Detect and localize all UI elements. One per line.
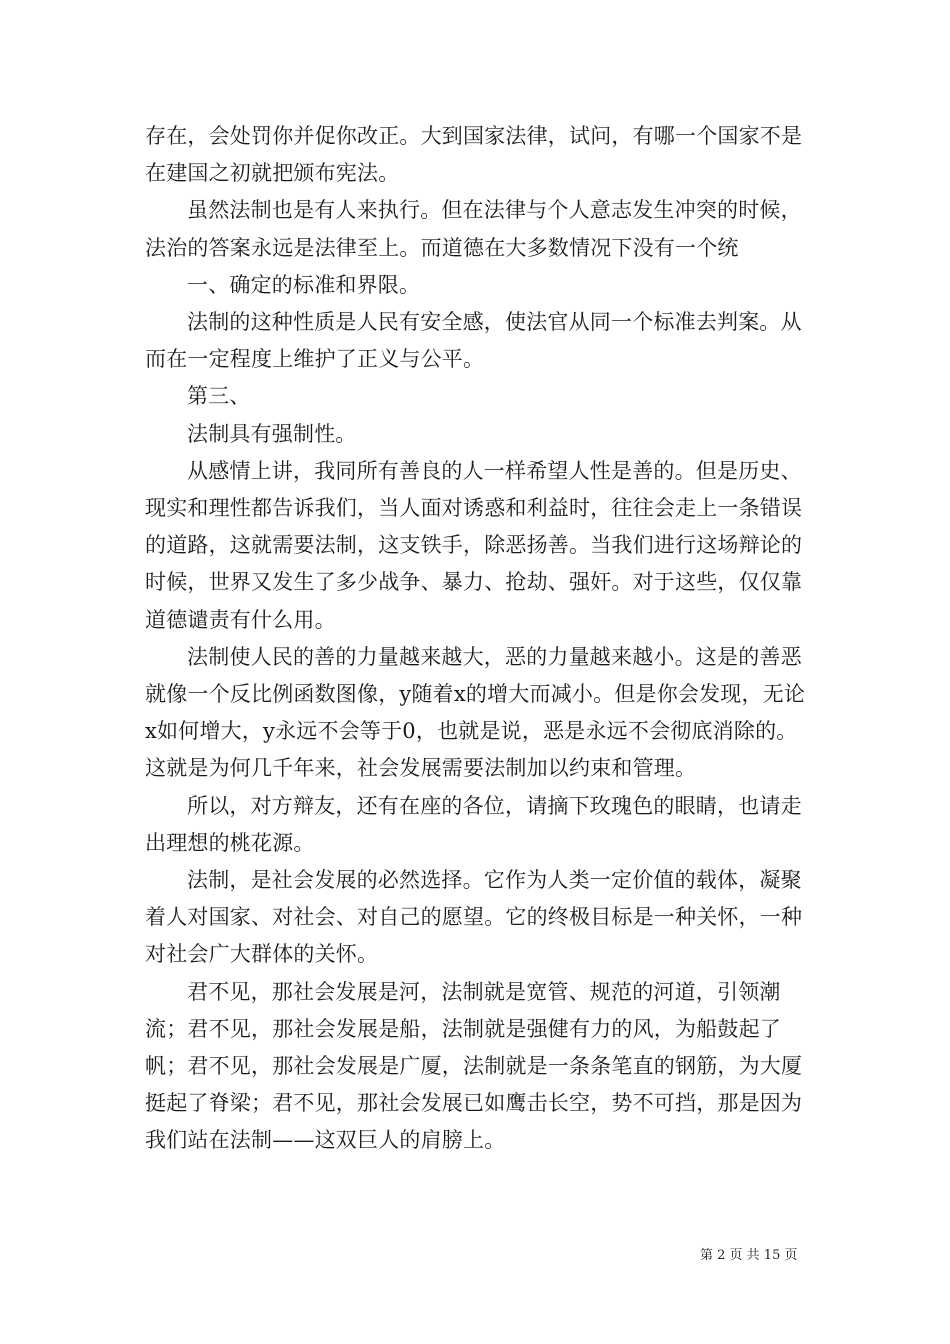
- paragraph-8: 法制使人民的善的力量越来越大，恶的力量越来越小。这是的善恶就像一个反比例函数图像，y随着x的增大而减小。但是你会发现，无论x如何增大，y永远不会等于0，也就是说，恶是永远不会彻底消除的。这就是为何几千年来，社会发展需要法制加以约束和管理。: [145, 644, 806, 781]
- paragraph-11: 君不见，那社会发展是河，法制就是宽管、规范的河道，引领潮流；君不见，那社会发展是船，法制就是强健有力的风，为船鼓起了帆；君不见，那社会发展是广厦，法制就是一条条笔直的钢筋，为大厦挺起了脊梁；君不见，那社会发展已如鹰击长空，势不可挡，那是因为我们站在法制——这双巨人的肩膀上。: [145, 979, 803, 1153]
- paragraph-2: 虽然法制也是有人来执行。但在法律与个人意志发生冲突的时候，法治的答案永远是法律至上。而道德在大多数情况下没有一个统: [145, 198, 802, 260]
- page-number-footer: 第 2 页 共 15 页: [700, 1248, 798, 1263]
- paragraph-7: 从感情上讲，我同所有善良的人一样希望人性是善的。但是历史、现实和理性都告诉我们，当人面对诱惑和利益时，往往会走上一条错误的道路，这就需要法制，这支铁手，除恶扬善。当我们进行这场辩论的时候，世界又发生了多少战争、暴力、抢劫、强奸。对于这些，仅仅靠道德谴责有什么用。: [145, 458, 803, 632]
- paragraph-10: 法制，是社会发展的必然选择。它作为人类一定价值的载体，凝聚着人对国家、对社会、对自己的愿望。它的终极目标是一种关怀，一种对社会广大群体的关怀。: [145, 868, 803, 967]
- document-body: [145, 118, 815, 1160]
- paragraph-6: 法制具有强制性。: [187, 421, 357, 446]
- paragraph-4: 法制的这种性质是人民有安全感，使法官从同一个标准去判案。从而在一定程度上维护了正义与公平。: [145, 310, 802, 372]
- paragraph-9: 所以，对方辩友，还有在座的各位，请摘下玫瑰色的眼睛，也请走出理想的桃花源。: [145, 793, 802, 855]
- paragraph-1: 存在，会处罚你并促你改正。大到国家法律，试问，有哪一个国家不是在建国之初就把颁布宪法。: [145, 124, 803, 186]
- paragraph-3: 一、确定的标准和界限。: [187, 272, 421, 297]
- paragraph-5: 第三、: [187, 384, 251, 409]
